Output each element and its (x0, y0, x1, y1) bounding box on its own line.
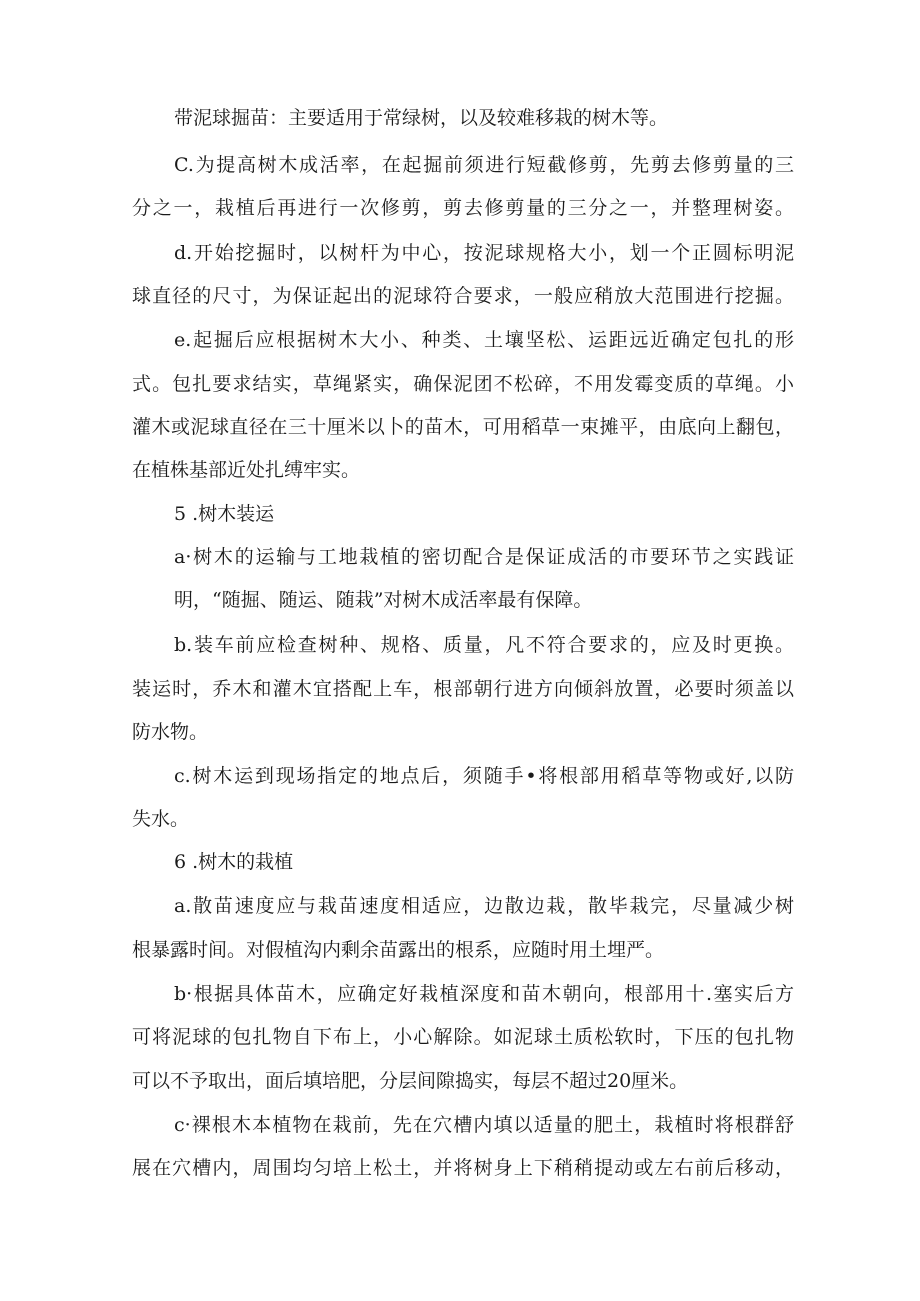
paragraph-line: 防水物。 (132, 721, 209, 743)
paragraph-line: 明，“随掘、随运、随栽”对树木成活率最有保障。 (174, 589, 593, 611)
paragraph-line: c.树木运到现场指定的地点后，须随手•将根部用稻草等物或好,以防 (174, 765, 794, 787)
section-heading: 5 .树木装运 (174, 503, 275, 525)
paragraph-line: e.起掘后应根据树木大小、种类、土壤坚松、运距远近确定包扎的形 (174, 329, 794, 351)
paragraph-line: c·裸根木本植物在栽前，先在穴槽内填以适量的肥土，栽植时将根群舒 (174, 1114, 794, 1136)
section-heading: 6 .树木的栽植 (174, 851, 294, 873)
paragraph-line: 在植株基部近处扎缚牢实。 (132, 459, 361, 481)
paragraph-line: 带泥球掘苗：主要适用于常绿树，以及较难移栽的树木等。 (174, 107, 669, 129)
paragraph-line: a.散苗速度应与栽苗速度相适应，边散边栽，散毕栽完，尽量减少树 (174, 895, 794, 917)
paragraph-line: C.为提高树木成活率，在起掘前须进行短截修剪，先剪去修剪量的三 (174, 154, 794, 176)
paragraph-line: a·树木的运输与工地栽植的密切配合是保证成活的市要环节之实践证 (174, 546, 794, 568)
paragraph-line: 可以不予取出，面后填培肥，分层间隙捣实，每层不超过20厘米。 (132, 1070, 689, 1092)
paragraph-line: 灌木或泥球直径在三十厘米以卜的苗木，可用稻草一束摊平，由底向上翻包， (132, 416, 794, 438)
paragraph-line: 展在穴槽内，周围均匀培上松土，并将树身上下稍稍提动或左右前后移动， (132, 1157, 794, 1179)
paragraph-line: 球直径的尺寸，为保证起出的泥球符合要求，一般应稍放大范围进行挖掘。 (132, 285, 794, 307)
paragraph-line: 装运时，乔木和灌木宜搭配上车，根部朝行进方向倾斜放置，必要时须盖以 (132, 678, 794, 700)
paragraph-line: 失水。 (132, 808, 190, 830)
paragraph-line: b.装车前应检查树种、规格、质量，凡不符合要求的，应及时更换。 (174, 634, 794, 656)
paragraph-line: 可将泥球的包扎物自下布上，小心解除。如泥球土质松软时，下压的包扎物 (132, 1026, 794, 1048)
paragraph-line: b·根据具体苗木，应确定好栽植深度和苗木朝向，根部用十.塞实后方 (174, 983, 794, 1005)
paragraph-line: d.开始挖掘时，以树杆为中心，按泥球规格大小，划一个正圆标明泥 (174, 242, 794, 264)
paragraph-line: 式。包扎要求结实，草绳紧实，确保泥团不松碎，不用发霉变质的草绳。小 (132, 373, 794, 395)
paragraph-line: 根暴露时间。对假植沟内剩余苗露出的根系，应随时用土埋严。 (132, 939, 665, 961)
paragraph-line: 分之一，栽植后再进行一次修剪，剪去修剪量的三分之一，并整理树姿。 (132, 197, 794, 219)
